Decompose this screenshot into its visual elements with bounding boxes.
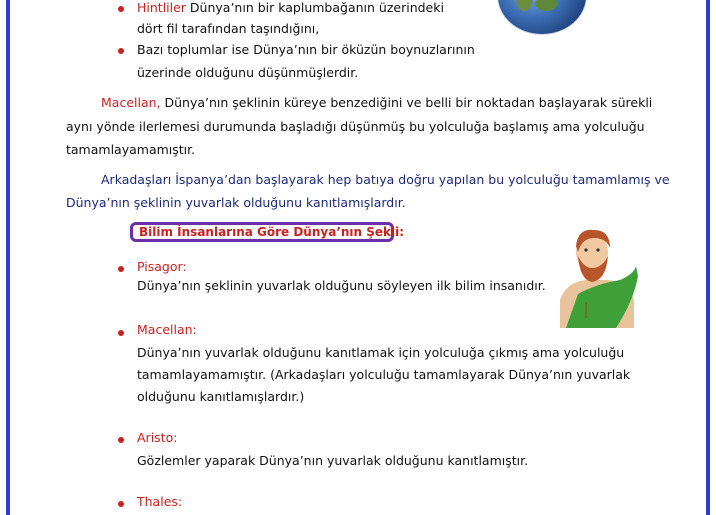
scientist-description: Dünya’nın yuvarlak olduğunu kanıtlamak için yolculuğa çıkmış ama yolculuğu bbox=[137, 345, 625, 360]
bullet-dot bbox=[118, 501, 124, 507]
aristo-label: Aristo: bbox=[137, 430, 178, 445]
bullet-line bbox=[137, 0, 444, 16]
paragraph-text: Dünya’nın şeklinin küreye benzediğini ve belli bir noktadan başlayarak sürekli bbox=[160, 95, 653, 110]
earth-globe-image bbox=[498, 0, 586, 34]
philosopher-illustration bbox=[556, 222, 638, 328]
bullet-dot bbox=[118, 330, 124, 336]
macellan-label: Macellan, bbox=[101, 95, 161, 110]
scientist-description: tamamlayamamıştır. (Arkadaşları yolculuğu tamamlayarak Dünya’nın yuvarlak bbox=[137, 367, 631, 382]
bullet-dot bbox=[118, 48, 124, 54]
bullet-text: Dünya’nın bir kaplumbağanın üzerindeki bbox=[185, 0, 444, 15]
paragraph-text: Dünya’nın şeklinin yuvarlak olduğunu kanıtlamışlardır. bbox=[66, 195, 406, 210]
bullet-dot bbox=[118, 266, 124, 272]
paragraph-text: aynı yönde ilerlemesi durumunda başladığı düşünmüş bu yolculuğa başlamış ama yolculuğu bbox=[66, 119, 645, 134]
right-page-border bbox=[706, 0, 710, 515]
bullet-text: üzerinde olduğunu düşünmüşlerdir. bbox=[137, 65, 359, 80]
bullet-text: Bazı toplumlar ise Dünya’nın bir öküzün boynuzlarının bbox=[137, 42, 475, 57]
bullet-text: dört fil tarafından taşındığını, bbox=[137, 21, 320, 36]
scientist-description: Dünya’nın şeklinin yuvarlak olduğunu söyleyen ilk bilim insanıdır. bbox=[137, 278, 546, 293]
paragraph-line bbox=[101, 95, 652, 111]
bullet-dot bbox=[118, 437, 124, 443]
scientist-description: Gözlemler yaparak Dünya’nın yuvarlak olduğunu kanıtlamıştır. bbox=[137, 453, 529, 468]
bullet-dot bbox=[118, 6, 124, 12]
paragraph-text: Arkadaşları İspanya’dan başlayarak hep batıya doğru yapılan bu yolculuğu tamamlamış ve bbox=[101, 172, 670, 187]
scientist-description: olduğunu kanıtlamışlardır.) bbox=[137, 389, 305, 404]
section-title: Bilim İnsanlarına Göre Dünya’nın Şekli: bbox=[130, 222, 394, 242]
paragraph-text: tamamlayamamıştır. bbox=[66, 142, 196, 157]
hintliler-label: Hintliler bbox=[137, 0, 186, 15]
pisagor-label: Pisagor: bbox=[137, 259, 187, 274]
macellan-scientist-label: Macellan: bbox=[137, 322, 197, 337]
left-page-border bbox=[6, 0, 10, 515]
thales-label: Thales: bbox=[137, 494, 183, 509]
